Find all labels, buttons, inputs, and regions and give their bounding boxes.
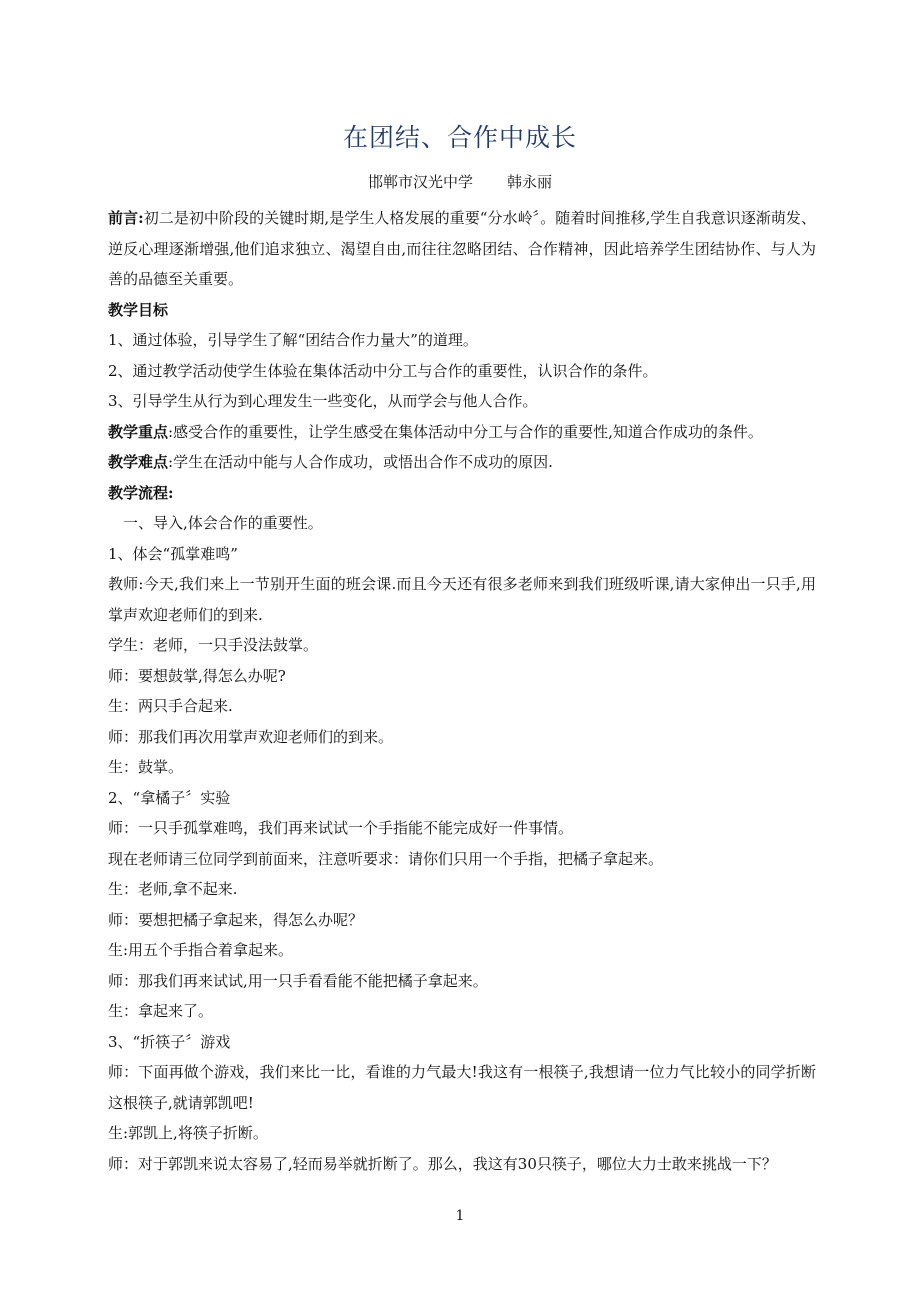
byline [0,171,920,192]
process-heading: 教学流程: [108,483,174,502]
school-name: 邯郸市汉光中学 [367,173,473,191]
goal-item: 3、引导学生从行为到心理发生一些变化，从而学会与他人合作。 [108,392,538,410]
goal-item: 1、通过体验，引导学生了解“团结合作力量大”的道理。 [108,331,478,349]
process-line: 现在老师请三位同学到前面来，注意听要求：请你们只用一个手指，把橘子拿起来。 [108,849,664,868]
process-line: 师：那我们再来试试,用一只手看看能不能把橘子拿起来。 [108,971,488,990]
process-line: 2、“拿橘子〞实验 [108,788,231,807]
preface-label: 前言: [108,209,144,227]
process-line: 1、体会“孤掌难鸣” [108,544,238,563]
key-point-paragraph [108,417,816,448]
difficulty-text: :学生在活动中能与人合作成功，或悟出合作不成功的原因. [168,453,553,471]
process-line: 师：要想把橘子拿起来，得怎么办呢？ [108,910,364,929]
process-line: 师：要想鼓掌,得怎么办呢? [108,666,286,685]
process-line: 生：老师,拿不起来. [108,880,238,898]
page-number: 1 [455,1208,465,1224]
process-line: 生：拿起来了。 [108,1002,214,1020]
document-body [108,203,816,1179]
process-line: 生：鼓掌。 [108,758,184,776]
preface-text: 初二是初中阶段的关键时期,是学生人格发展的重要“分水岭〞。随着时间推移,学生自我意识逐渐萌发、逆反心理逐渐增强,他们追求独立、渴望自由,而往往忽略团结、合作精神，因此培养学生团结协作、与人为善的品德至关重要。 [108,209,816,288]
difficulty-paragraph [108,447,816,478]
goal-item: 2、通过教学活动使学生体验在集体活动中分工与合作的重要性，认识合作的条件。 [108,361,658,380]
process-line: 师：下面再做个游戏，我们来比一比，看谁的力气最大!我这有一根筷子,我想请一位力气比较小的同学折断这根筷子,就请郭凯吧! [108,1063,816,1112]
key-point-text: :感受合作的重要性，让学生感受在集体活动中分工与合作的重要性,知道合作成功的条件。 [168,422,763,441]
process-section-heading: 一、导入,体会合作的重要性。 [123,514,323,532]
preface-paragraph [108,203,816,295]
process-line: 教师:今天,我们来上一节别开生面的班会课.而且今天还有很多老师来到我们班级听课,请大家伸出一只手,用掌声欢迎老师们的到来. [108,575,816,624]
process-line: 3、“折筷子〞游戏 [108,1032,231,1051]
process-line: 学生：老师，一只手没法鼓掌。 [108,636,319,654]
difficulty-label: 教学难点 [108,453,169,471]
document-title: 在团结、合作中成长 [342,123,577,152]
author-name: 韩永丽 [507,173,553,191]
key-point-label: 教学重点 [108,422,169,441]
goals-heading: 教学目标 [108,300,169,319]
process-line: 生:用五个手指合着拿起来。 [108,941,294,959]
process-line: 生：两只手合起来. [108,697,233,715]
process-line: 师：对于郭凯来说太容易了,轻而易举就折断了。那么，我这有30只筷子，哪位大力士敢来挑战一下？ [108,1154,777,1173]
process-line: 师：那我们再次用掌声欢迎老师们的到来。 [108,727,394,746]
process-line: 生:郭凯上,将筷子折断。 [108,1124,268,1142]
process-line: 师：一只手孤掌难鸣，我们再来试试一个手指能不能完成好一件事情。 [108,819,574,837]
